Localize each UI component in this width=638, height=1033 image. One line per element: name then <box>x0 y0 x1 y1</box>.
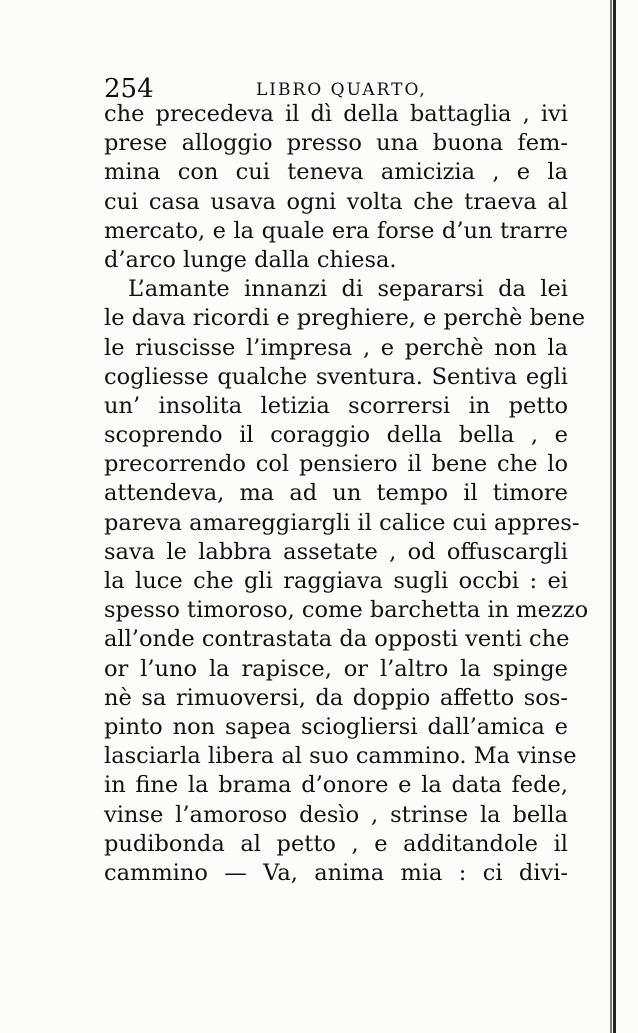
text-line: or l’uno la rapisce, or l’altro la spinge <box>104 655 568 682</box>
binding-edge-shadow <box>610 0 612 1033</box>
running-head-title: LIBRO QUARTO, <box>256 80 427 100</box>
paragraph-1 <box>104 100 568 275</box>
text-line: lasciarla libera al suo cammino. Ma vinse <box>104 743 577 770</box>
text-line: pareva amareggiargli il calice cui appres- <box>104 509 580 536</box>
text-line: un’ insolita letizia scorrersi in petto <box>104 392 568 419</box>
text-line: precorrendo col pensiero il bene che lo <box>104 451 568 478</box>
text-line: prese alloggio presso una buona fem- <box>104 130 568 157</box>
paragraph-2 <box>104 275 589 888</box>
text-line: attendeva, ma ad un tempo il timore <box>104 480 568 507</box>
text-line: vinse l’amoroso desìo , strinse la bella <box>104 801 568 828</box>
text-line: le dava ricordi e preghiere, e perchè bene <box>104 305 586 332</box>
text-line: mina con cui teneva amicizia , e la <box>104 159 568 186</box>
text-line: le riuscisse l’impresa , e perchè non la <box>104 334 568 361</box>
text-line: cogliesse qualche sventura. Sentiva egli <box>104 363 568 390</box>
text-line: scoprendo il coraggio della bella , e <box>104 422 568 449</box>
text-line: pinto non sapea sciogliersi dall’amica e <box>104 713 568 740</box>
text-line: pudibonda al petto , e additandole il <box>104 830 568 857</box>
text-line: all’onde contrastata da opposti venti che <box>104 626 570 653</box>
text-line: d’arco lunge dalla chiesa. <box>104 246 397 273</box>
text-line: in fine la brama d’onore e la data fede, <box>104 772 568 799</box>
binding-edge <box>613 0 616 1033</box>
text-line: che precedeva il dì della battaglia , ivi <box>104 101 568 127</box>
text-line: cui casa usava ogni volta che traeva al <box>104 188 568 215</box>
text-line: nè sa rimuoversi, da doppio affetto sos- <box>104 684 568 711</box>
text-line: la luce che gli raggiava sugli occbi : ei <box>104 568 568 594</box>
text-line: cammino — Va, anima mia : ci divi- <box>104 859 568 886</box>
text-line: spesso timoroso, come barchetta in mezzo <box>104 597 589 624</box>
text-line: L’amante innanzi di separarsi da lei <box>128 276 568 303</box>
text-line: mercato, e la quale era forse d’un trarre <box>104 217 568 244</box>
page-number: 254 <box>104 74 154 104</box>
text-line: sava le labbra assetate , od offuscargli <box>104 538 568 565</box>
body-text <box>104 100 589 888</box>
